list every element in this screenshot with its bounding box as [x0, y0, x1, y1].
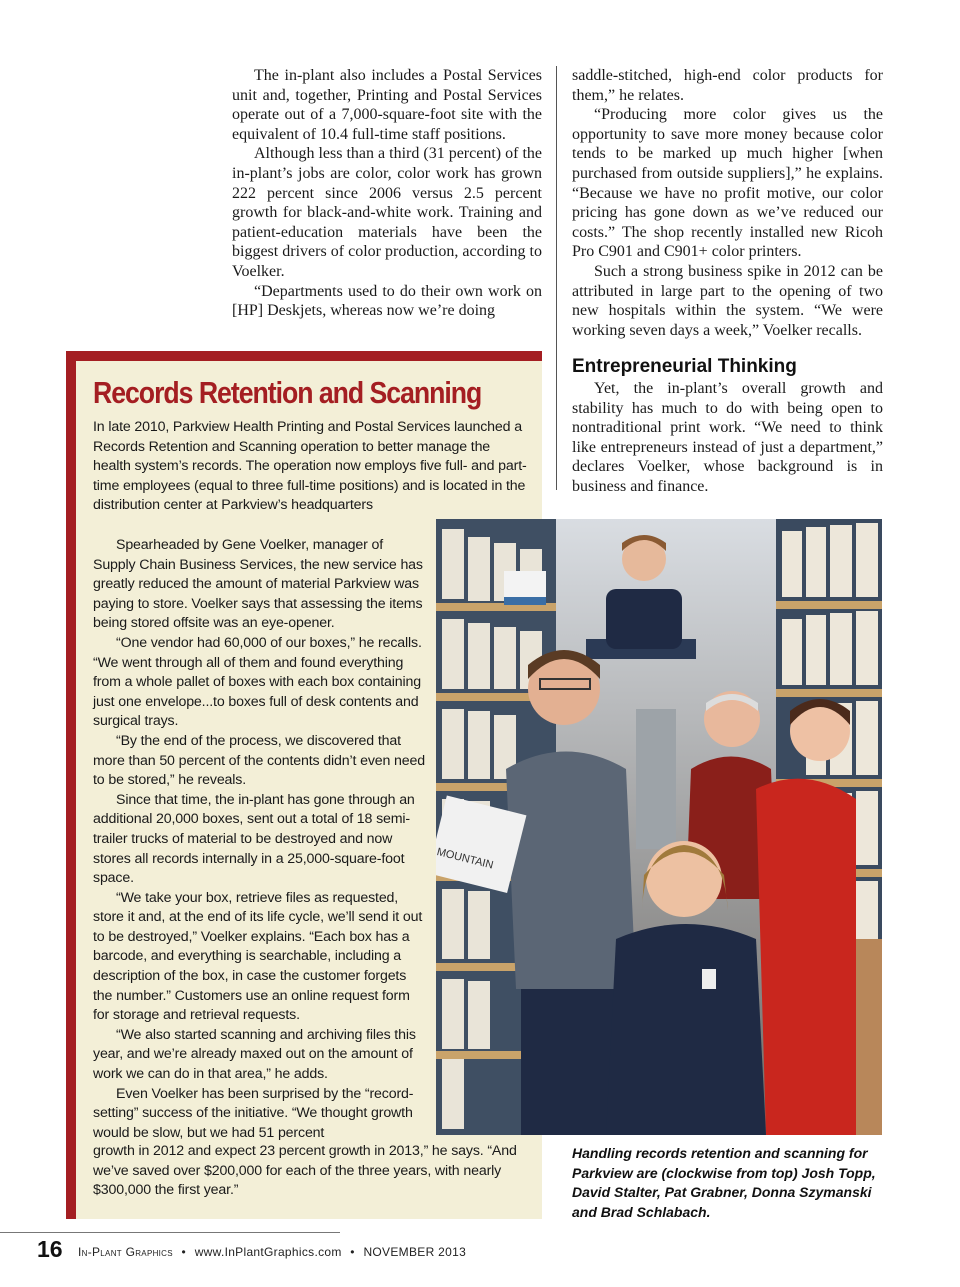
issue-date: NOVEMBER 2013: [363, 1245, 467, 1259]
sidebar-paragraph: Spearheaded by Gene Voelker, manager of Supply Chain Business Services, the new service has greatly reduced the amount of material Parkview was paying to store. Voelker says that assessing the items being stored offsite was an eye-opener.: [93, 537, 423, 632]
footer-separator: •: [350, 1245, 355, 1259]
sidebar-paragraph: Even Voelker has been surprised by the “record-setting” success of the initiative. “We thought growth would be slow, but we had 51 percent: [93, 1085, 414, 1141]
photo-caption: Handling records retention and scanning for Parkview are (clockwise from top) Josh Topp, David Stalter, Pat Grabner, Donna Szymanski and Brad Schlabach.: [572, 1145, 876, 1220]
sidebar-paragraph: Since that time, the in-plant has gone through an additional 20,000 boxes, sent out a total of 18 semi-trailer trucks of material to be destroyed and now stores all records internally in a 25,000-square-foot space.: [93, 791, 415, 887]
paragraph: Such a strong business spike in 2012 can be attributed in large part to the opening of two new hospitals within the system. “We were working seven days a week,” Voelker recalls.: [572, 262, 883, 339]
paragraph: saddle-stitched, high-end color products for them,” he relates.: [572, 67, 883, 104]
paragraph: “Producing more color gives us the opportunity to save more money because color tends to be marked up much higher [when purchased from outside suppliers],” he explains. “Because we have no profit motive, our color pricing has gone down as we’ve reduced our costs.” The shop recently installed new Ricoh Pro C901 and C901+ color printers.: [572, 106, 883, 261]
paragraph: “Departments used to do their own work on [HP] Deskjets, whereas now we’re doing: [232, 282, 542, 320]
paragraph: Yet, the in-plant’s overall growth and stability has much to do with being open to nontraditional print work. “We need to think like entrepreneurs instead of just a department,” declares Voelker, whose background is in business and finance.: [572, 380, 883, 495]
publication-name: In-Plant Graphics: [78, 1245, 173, 1259]
sidebar-text-bottom: [93, 1142, 533, 1201]
sidebar-paragraph: “By the end of the process, we discovered that more than 50 percent of the contents didn’t even need to be stored,” he reveals.: [93, 732, 425, 789]
box-label: MOUNTAIN: [436, 845, 495, 872]
footer-text: [78, 1245, 466, 1259]
article-column-right: [572, 66, 883, 340]
column-divider: [556, 66, 557, 490]
sidebar-paragraph: In late 2010, Parkview Health Printing and Postal Services launched a Records Retention and Scanning operation to better manage the health system’s records. The operation now employs five full- and part-time employees (equal to three full-time positions) and is located in the distribution center at Parkview’s headquarters: [93, 419, 527, 514]
sidebar-top-rule: [66, 351, 542, 361]
sidebar-paragraph: “We also started scanning and archiving files this year, and we’re already maxed out on the amount of work we can do in that area,” he adds.: [93, 1026, 416, 1083]
footer-rule: [0, 1232, 340, 1233]
section-subhead: Entrepreneurial Thinking: [572, 356, 797, 377]
website-link[interactable]: www.InPlantGraphics.com: [194, 1245, 342, 1259]
article-column-left: [232, 66, 542, 321]
sidebar-title: Records Retention and Scanning: [93, 375, 482, 410]
sidebar-left-rule: [66, 351, 76, 1219]
staff-photo: [436, 519, 882, 1135]
page-number: 16: [37, 1236, 63, 1262]
paragraph: Although less than a third (31 percent) of the in-plant’s jobs are color, color work has grown 222 percent since 2006 versus 2.5 percent growth for black-and-white work. Training and patient-education materials have been the biggest drivers of color production, according to Voelker.: [232, 145, 542, 280]
sidebar-paragraph: “One vendor had 60,000 of our boxes,” he recalls. “We went through all of them and found everything from a whole pallet of boxes with each box containing just one envelope...to boxes full of desk contents and surgical trays.: [93, 634, 422, 730]
footer-separator: •: [181, 1245, 187, 1259]
sidebar-paragraph: growth in 2012 and expect 23 percent growth in 2013,” he says. “And we’ve saved over $200,000 for each of the three years, with nearly $300,000 the first year.”: [93, 1143, 517, 1199]
sidebar-paragraph: “We take your box, retrieve files as requested, store it and, at the end of its life cycle, we’ll send it out to be destroyed,” Voelker explains. “Each box has a barcode, and everything is searchable, including a description of the box, in case the customer forgets the number.” Customers use an online request form for storage and retrieval requests.: [93, 889, 423, 1024]
paragraph: The in-plant also includes a Postal Services unit and, together, Printing and Postal Services operate out of a 7,000-square-foot site with the equivalent of 10.4 full-time staff positions.: [232, 67, 542, 143]
sidebar-text-middle: [93, 536, 428, 1143]
sidebar-text-top: [93, 418, 528, 516]
article-column-right-continued: [572, 379, 883, 497]
